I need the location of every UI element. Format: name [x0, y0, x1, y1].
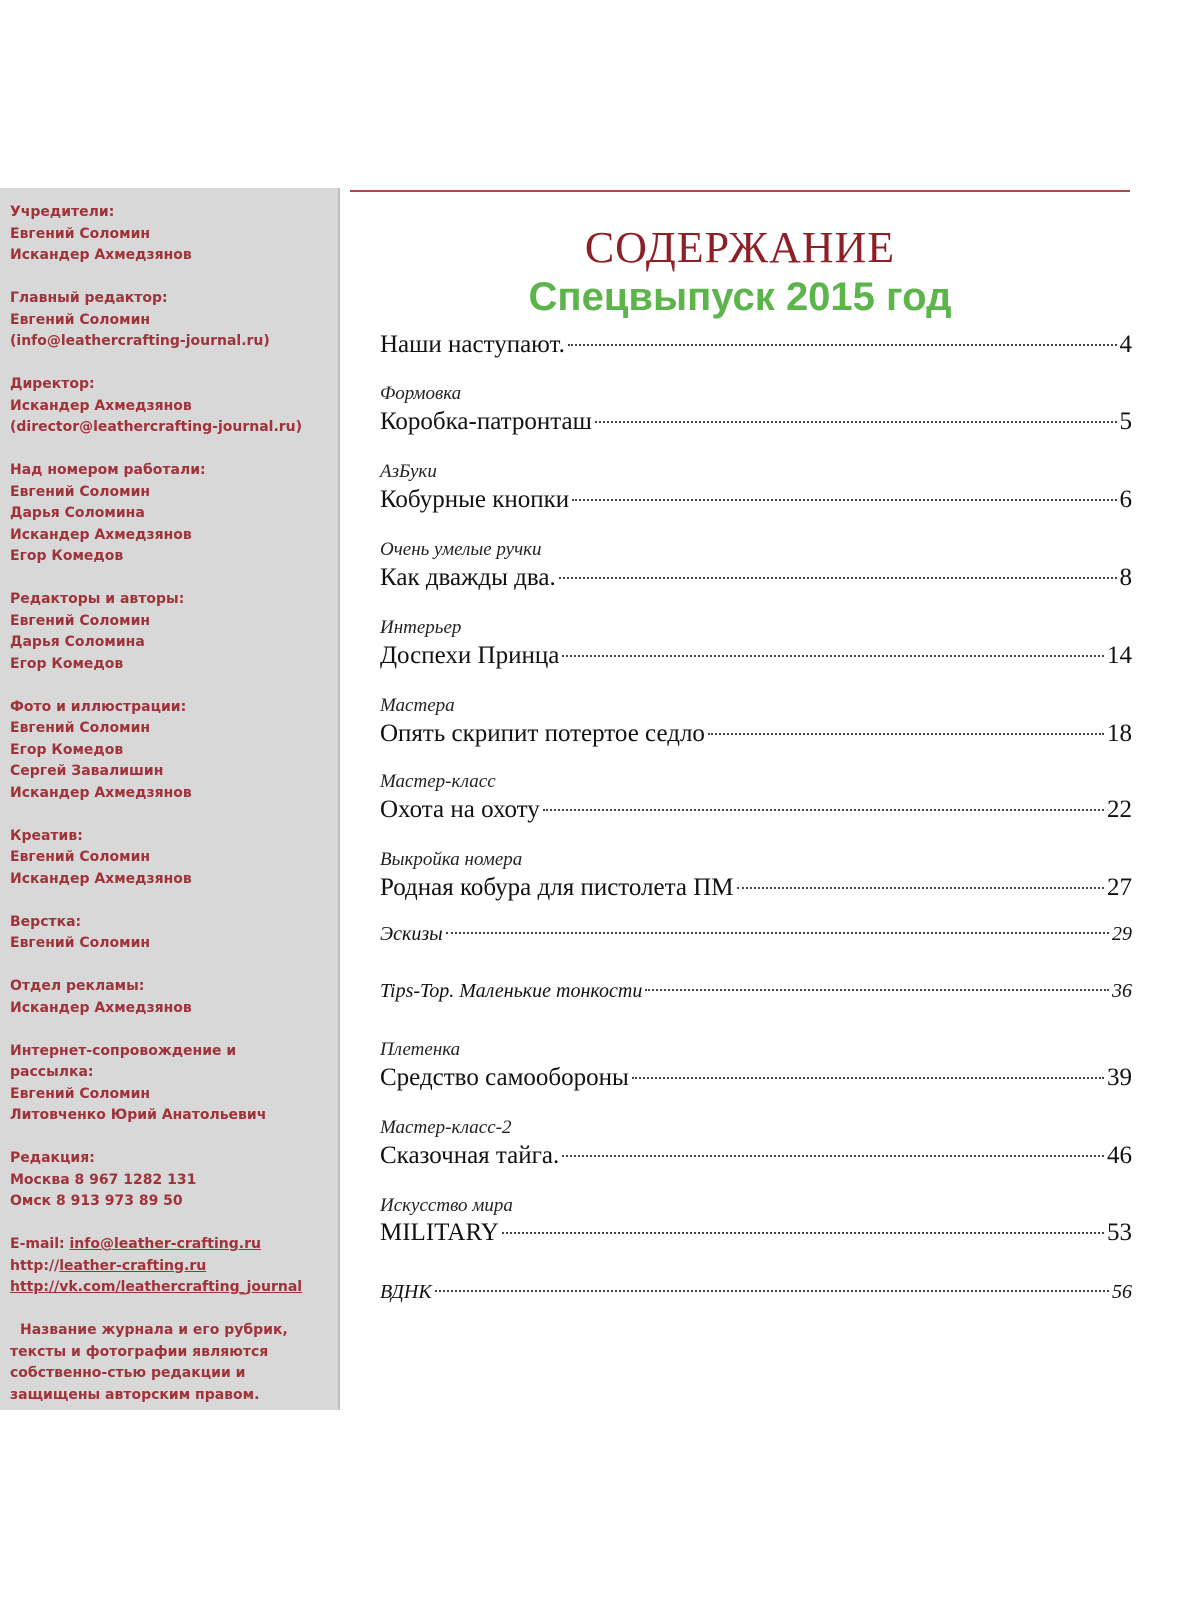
credits-line: Евгений Соломин — [10, 1085, 151, 1102]
toc-entry[interactable] — [380, 408, 1132, 436]
credits-line: Егор Комедов — [10, 741, 124, 758]
toc-page-number: 56 — [1112, 1281, 1132, 1303]
credits-group — [10, 697, 338, 805]
credits-line: Евгений Соломин — [10, 483, 151, 500]
credits-group — [10, 374, 338, 439]
credits-line: Дарья Соломина — [10, 505, 145, 521]
toc-entry-title: Средство самообороны — [380, 1064, 629, 1091]
page-title: СОДЕРЖАНИЕ — [584, 223, 896, 272]
credits-group — [10, 976, 338, 1019]
credits-line: Дарья Соломина — [10, 634, 145, 650]
credits-heading: Фото и иллюстрации: — [10, 698, 187, 715]
toc-entry-title: Tips-Top. Маленькие тонкости — [380, 980, 643, 1002]
issue-subtitle: Спецвыпуск 2015 год — [528, 275, 952, 319]
credits-line: Егор Комедов — [10, 548, 124, 564]
credits-line: Искандер Ахмедзянов — [10, 397, 192, 414]
toc-entry[interactable] — [380, 874, 1132, 902]
toc-entry-title: Наши наступают. — [380, 331, 565, 358]
credits-line: Москва 8 967 1282 131 — [10, 1171, 197, 1188]
toc-category: Интерьер — [380, 617, 462, 638]
toc-entry-title: Охота на охоту — [380, 796, 540, 823]
dot-leader — [543, 809, 1104, 811]
credits-heading: Над номером работали: — [10, 462, 206, 478]
credits-line: Евгений Соломин — [10, 612, 151, 629]
credits-line: Евгений Соломин — [10, 935, 151, 951]
credits-group — [10, 460, 338, 568]
toc-page-number: 5 — [1119, 408, 1132, 435]
toc-page-number: 39 — [1107, 1064, 1132, 1091]
toc-page-number: 18 — [1107, 720, 1132, 747]
site-prefix: http:// — [10, 1257, 60, 1274]
credits-group — [10, 589, 338, 675]
toc-entry[interactable] — [380, 331, 1132, 359]
toc-category: Выкройка номера — [380, 849, 523, 870]
vk-link[interactable]: http://vk.com/leathercrafting_journal — [10, 1279, 303, 1295]
credits-heading: Редакция: — [10, 1150, 95, 1166]
toc-category: Искусство мира — [380, 1195, 513, 1216]
credits-group — [10, 1041, 338, 1127]
dot-leader — [502, 1232, 1104, 1234]
credits-line: (info@leathercrafting-journal.ru) — [10, 333, 270, 349]
toc-entry-title: ВДНК — [380, 1281, 432, 1303]
dot-leader — [446, 932, 1109, 934]
toc-category: Плетенка — [380, 1039, 461, 1060]
credits-group — [10, 1148, 338, 1213]
credits-line: Искандер Ахмедзянов — [10, 999, 192, 1016]
credits-line: Егор Комедов — [10, 655, 124, 672]
credits-group — [10, 826, 338, 891]
toc-entry-title: Кобурные кнопки — [380, 486, 570, 513]
credits-line: рассылка: — [10, 1064, 94, 1080]
credits-heading: Учредители: — [10, 204, 115, 220]
toc-page-number: 53 — [1107, 1219, 1132, 1246]
dot-leader — [559, 577, 1117, 579]
toc-page-number: 27 — [1107, 874, 1132, 901]
credits-line: Искандер Ахмедзянов — [10, 526, 192, 543]
dot-leader — [737, 887, 1105, 889]
toc-category: Мастера — [380, 695, 455, 716]
toc-page-number: 6 — [1119, 486, 1132, 513]
credits-line: (director@leathercrafting-journal.ru) — [10, 419, 303, 435]
toc-entry[interactable] — [380, 1142, 1132, 1170]
toc-entry[interactable] — [380, 796, 1132, 824]
dot-leader — [632, 1077, 1104, 1079]
credits-line: Литовченко Юрий Анатольевич — [10, 1107, 267, 1123]
email-label: E-mail: — [10, 1236, 70, 1252]
toc-entry[interactable] — [380, 923, 1132, 946]
credits-heading: Креатив: — [10, 827, 83, 844]
copyright-note: Название журнала и его рубрик, тексты и фотографии являются собственно-стью редакции и защищены авторским правом. — [10, 1322, 288, 1403]
site-link[interactable]: leather-crafting.ru — [59, 1257, 207, 1274]
credits-line: Искандер Ахмедзянов — [10, 870, 192, 887]
toc-page-number: 8 — [1119, 564, 1132, 591]
toc-entry-title: Как дважды два. — [380, 564, 556, 591]
credits-line: Искандер Ахмедзянов — [10, 247, 192, 263]
toc-entry[interactable] — [380, 486, 1132, 514]
credits-heading: Отдел рекламы: — [10, 978, 145, 994]
toc-entry[interactable] — [380, 642, 1132, 670]
toc-entry[interactable] — [380, 1219, 1132, 1247]
table-of-contents — [380, 0, 1132, 1600]
credits-line: Сергей Завалишин — [10, 763, 164, 779]
toc-page-number: 4 — [1119, 331, 1132, 358]
toc-page-number: 29 — [1112, 923, 1132, 945]
toc-category: Формовка — [380, 383, 462, 404]
toc-entry[interactable] — [380, 980, 1132, 1003]
credits-line: Евгений Соломин — [10, 225, 151, 242]
toc-entry[interactable] — [380, 564, 1132, 592]
credits-heading: Директор: — [10, 376, 95, 392]
toc-entry-title: Эскизы — [380, 923, 443, 945]
toc-category: Мастер-класс-2 — [380, 1117, 512, 1138]
credits-line: Евгений Соломин — [10, 311, 151, 328]
dot-leader — [435, 1290, 1109, 1292]
dot-leader — [572, 499, 1116, 501]
toc-entry-title: Коробка-патронташ — [380, 408, 592, 435]
contacts-block — [10, 1234, 338, 1299]
credits-group — [10, 288, 338, 353]
credits-line: Омск 8 913 973 89 50 — [10, 1193, 183, 1209]
dot-leader — [645, 989, 1109, 991]
credits-line: Евгений Соломин — [10, 720, 151, 736]
toc-entry[interactable] — [380, 720, 1132, 748]
credits-heading: Главный редактор: — [10, 290, 168, 306]
toc-page-number: 46 — [1107, 1142, 1132, 1169]
credits-group — [10, 912, 338, 955]
toc-entry-title: Опять скрипит потертое седло — [380, 720, 705, 747]
toc-page-number: 36 — [1112, 980, 1132, 1002]
dot-leader — [595, 421, 1117, 423]
credits-line: Евгений Соломин — [10, 849, 151, 865]
toc-entry[interactable] — [380, 1064, 1132, 1092]
toc-entry-title: Доспехи Принца — [380, 642, 560, 669]
credits-line: Искандер Ахмедзянов — [10, 784, 192, 801]
email-link[interactable]: info@leather-crafting.ru — [69, 1236, 261, 1252]
toc-category: Очень умелые ручки — [380, 539, 542, 560]
dot-leader — [562, 655, 1104, 657]
credits-heading: Верстка: — [10, 913, 82, 930]
dot-leader — [562, 1155, 1104, 1157]
toc-entry[interactable] — [380, 1281, 1132, 1304]
toc-category: АзБуки — [380, 461, 437, 482]
credits-group — [10, 202, 338, 267]
toc-page-number: 14 — [1107, 642, 1132, 669]
toc-entry-title: MILITARY — [380, 1219, 499, 1246]
toc-page-number: 22 — [1107, 796, 1132, 823]
credits-heading: Интернет-сопровождение и — [10, 1042, 237, 1059]
toc-entry-title: Родная кобура для пистолета ПМ — [380, 874, 734, 901]
dot-leader — [708, 733, 1104, 735]
dot-leader — [568, 344, 1117, 346]
toc-category: Мастер-класс — [380, 771, 496, 792]
toc-entry-title: Сказочная тайга. — [380, 1142, 560, 1169]
credits-heading: Редакторы и авторы: — [10, 591, 185, 607]
credits-sidebar — [0, 188, 340, 1410]
